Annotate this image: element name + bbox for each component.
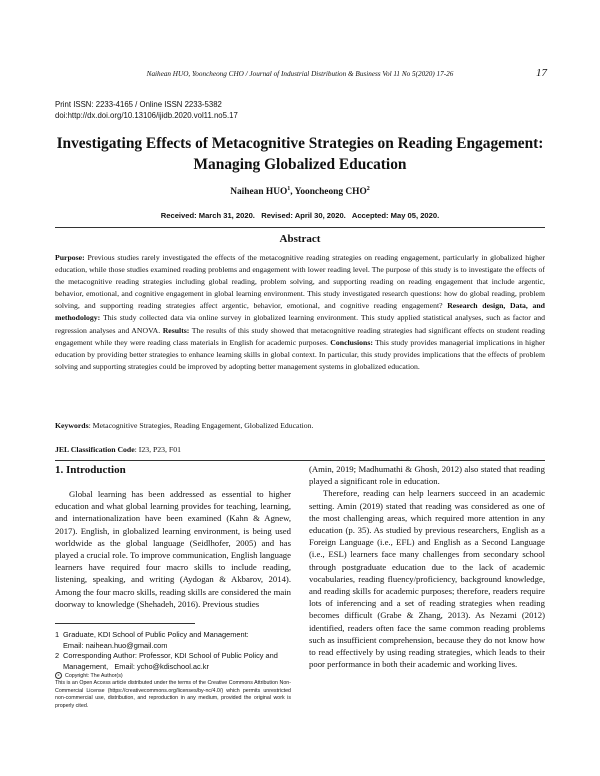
author-line — [120, 186, 480, 197]
intro-paragraph-continued: (Amin, 2019; Madhumathi & Ghosh, 2012) also stated that reading played a significant role in education. — [309, 464, 545, 487]
author-2-affiliation: 2 — [366, 186, 370, 192]
title-line-2: Managing Globalized Education — [193, 156, 407, 173]
copyright-icon: c — [55, 672, 62, 679]
page-number: 17 — [536, 67, 547, 79]
copyright-heading: Copyright: The Author(s) — [65, 672, 123, 679]
method-text: This study collected data via online survey in globalized learning environment. This study applied statistical analyses, such as factor and regression analyses and ANOVA. — [55, 313, 545, 335]
footnote-2-number: 2 — [55, 651, 60, 661]
footnote-divider — [55, 623, 195, 624]
copyright-notice — [55, 672, 291, 710]
abstract-heading: Abstract — [279, 233, 321, 245]
right-column — [309, 463, 545, 670]
purpose-text: Previous studies rarely investigated the effects of the metacognitive reading strategies on reading engagement, particularly in globalized higher education, while those studies examined reading problems and engagement with lower reading level. The purpose of this study is to investigate the effects of the metacognitive reading strategies including global reading, problem solving, and supporting reading on reading engagement that include argentic, behavior, emotional, and cognitive engagement in global learning environment. This study investigated research questions: how do global reading, problem solving, and supporting reading strategies affect argentic, behavior, emotional, and cognitive reading engagement? — [55, 253, 545, 311]
jel-label: JEL Classification Code — [55, 445, 135, 454]
jel-classification — [55, 445, 545, 454]
purpose-label: Purpose: — [55, 253, 85, 262]
intro-paragraph-1: Global learning has been addressed as essential to higher education and what global learning provides for teaching, learning, and internationalization have been examined (Kahn & Agnew, 2017). English, in globalized learning environment, is being used worldwide as the global language (Seidlhofer, 2005) and has played a crucial role. To improve communication, English language learners have required four macro skills to include reading, listening, speaking, and writing (Aydogan & Akbarov, 2014). Among the four macro skills, reading skills are considered the main doorway to knowledge (Shehadeh, 2016). Previous studies — [55, 489, 291, 609]
results-text: The results of this study showed that metacognitive reading strategies had significant effects on student reading engagement while they were reading class materials in English for academic purposes. — [55, 325, 546, 347]
keywords — [55, 421, 545, 430]
title-line-1: Investigating Effects of Metacognitive Strategies on Reading Engagement: — [56, 135, 544, 152]
doi-line[interactable]: doi:http://dx.doi.org/10.13106/ijidb.2020.vol11.no5.17 — [55, 111, 238, 120]
issn-block — [55, 99, 238, 121]
author-separator: , — [290, 187, 295, 198]
jel-text: : I23, P23, F01 — [134, 445, 181, 454]
abstract-body — [55, 252, 545, 373]
left-column — [55, 488, 291, 610]
footnote-1-affiliation: Graduate, KDI School of Public Policy and Management: — [63, 630, 249, 639]
conclusions-text: This study provides managerial implications in higher education by providing better strategies to enhance learning skills in global context. In particular, this study provides implications that the effects of problem solving and supporting strategies could be improved by adopting better management systems in globalized education. — [55, 337, 545, 371]
conclusions-label: Conclusions: — [330, 337, 373, 347]
author-2: Yooncheong CHO — [294, 187, 367, 198]
keywords-text: : Metacognitive Strategies, Reading Engagement, Globalized Education. — [88, 421, 314, 430]
footnote-2-affiliation: Corresponding Author: Professor, KDI School of Public Policy and — [63, 651, 278, 661]
divider-top — [55, 227, 545, 228]
section-heading-introduction: 1. Introduction — [55, 464, 126, 476]
author-1: Naihean HUO — [230, 187, 288, 198]
footnote-2-email[interactable]: Management, Email: ycho@kdischool.ac.kr — [63, 661, 209, 671]
footnotes — [55, 630, 291, 672]
paper-title — [40, 133, 560, 175]
footnote-2 — [55, 651, 291, 672]
copyright-text: This is an Open Access article distributed under the terms of the Creative Commons Attribution Non-Commercial License (https://creativecommons.org/licenses/by-nc/4.0/) which permits unrestricted non-commercial use, distribution, and reproduction in any medium, provided the original work is properly cited. — [55, 680, 291, 709]
method-label: Research design, Data, and methodology: — [55, 301, 545, 323]
intro-paragraph-2: Therefore, reading can help learners succeed in an academic setting. Amin (2019) stated that reading was considered as one of the most challenging areas, which required more attention in any education (p. 35). As studied by previous researchers, English as a Foreign Language (i.e., EFL) and English as a Second Language (i.e., ESL) learners face many challenges from secondary school through postgraduate education due to the lack of academic vocabularies, reading fluency/proficiency, background knowledge, and reading skills for academic purposes; therefore, readers require lots of inferencing and a set of reading strategies when reading becomes difficult (Grabe & Zhang, 2013). As Nezami (2012) identified, readers often face the same common reading problems such as insufficient comprehension, because they do not know how to read effectively by using reading strategies, which leads to their poor performance in both their academic and working lives. — [309, 488, 545, 670]
running-head: Naihean HUO, Yooncheong CHO / Journal of Industrial Distribution & Business Vol 11 No 5(2020) 17-26 — [146, 70, 454, 78]
divider-bottom — [55, 460, 545, 461]
submission-dates: Received: March 31, 2020. Revised: April 30, 2020. Accepted: May 05, 2020. — [160, 211, 440, 220]
keywords-label: Keywords — [55, 421, 89, 430]
author-1-affiliation: 1 — [287, 186, 291, 192]
footnote-1-email[interactable]: Email: naihean.huo@gmail.com — [63, 640, 168, 650]
results-label: Results: — [162, 325, 190, 335]
issn-line: Print ISSN: 2233-4165 / Online ISSN 2233-5382 — [55, 100, 222, 109]
footnote-1-number: 1 — [55, 630, 60, 639]
footnote-1 — [55, 630, 291, 651]
